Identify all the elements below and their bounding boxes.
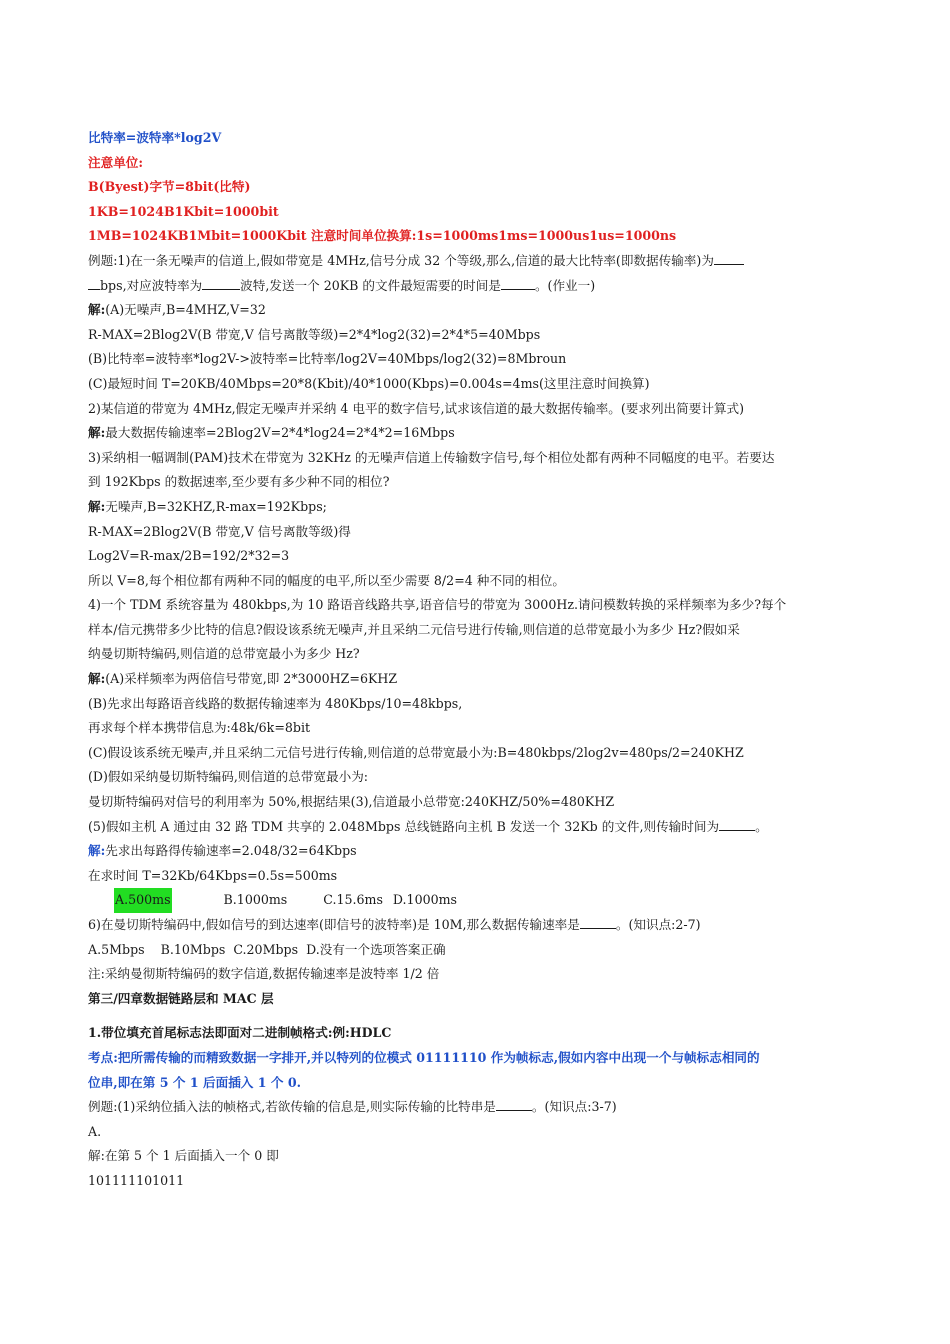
answer4-c: (C)假设该系统无噪声,并且采纳二元信号进行传输,则信道的总带宽最小为:B=480kbps/2log2v=480ps/2=240KHZ <box>88 744 744 760</box>
question6: 6)在曼切斯特编码中,假如信号的到达速率(即信号的波特率)是 10M,那么数据传输速率是 。(知识点:2-7) <box>88 917 701 932</box>
option-d: D.1000ms <box>392 892 458 908</box>
answer3-rmax: R-MAX=2Blog2V(B 带宽,V 信号离散等级)得 <box>88 523 351 539</box>
answer3-log: Log2V=R-max/2B=192/2*32=3 <box>88 548 290 564</box>
option-c: C.20Mbps <box>233 941 299 957</box>
answer3-a: 解:无噪声,B=32KHZ,R-max=192Kbps; <box>88 498 327 514</box>
question4-line2: 样本/信元携带多少比特的信息?假设该系统无噪声,并且采纳二元信号进行传输,则信道的总带宽最小为多少 Hz?假如采 <box>88 621 740 637</box>
option-b: B.10Mbps <box>160 941 226 957</box>
answer4-a: 解:(A)采样频率为两倍信号带宽,即 2*3000HZ=6KHZ <box>88 671 398 687</box>
answer4-d: (D)假如采纳曼切斯特编码,则信道的总带宽最小为: <box>88 769 369 785</box>
answer5-b: 在求时间 T=32Kb/64Kbps=0.5s=500ms <box>88 867 338 883</box>
unit-notice: 注意单位: <box>88 154 144 170</box>
formula-line: 比特率=波特率*log2V <box>88 130 222 145</box>
answer1-rmax: R-MAX=2Blog2V(B 带宽,V 信号离散等级)=2*4*log2(32)=2*4*5=40Mbps <box>88 326 541 342</box>
answer4-b2: 再求每个样本携带信息为:48k/6k=8bit <box>88 720 311 736</box>
answer3-c: 所以 V=8,每个相位都有两种不同的幅度的电平,所以至少需要 8/2=4 种不同的相位。 <box>88 572 565 588</box>
question3-line1: 3)采纳相一幅调制(PAM)技术在带宽为 32KHz 的无噪声信道上传输数字信号,每个相位处都有两种不同幅度的电平。若要达 <box>88 449 775 465</box>
option-c: C.15.6ms <box>323 892 383 908</box>
example1-line1: 例题:1)在一条无噪声的信道上,假如带宽是 4MHz,信号分成 32 个等级,那么,信道的最大比特率(即数据传输率)为 <box>88 249 868 274</box>
key-point-line1: 考点:把所需传输的而精致数据一字排开,并以特列的位模式 01111110 作为帧标志,假如内容中出现一个与帧标志相同的 <box>88 1049 760 1065</box>
answer7: 解:在第 5 个 1 后面插入一个 0 即 <box>88 1148 279 1164</box>
answer1-a: 解:(A)无噪声,B=4MHZ,V=32 <box>88 302 266 318</box>
answer7-value: 101111101011 <box>88 1172 185 1188</box>
document-page <box>88 126 868 1194</box>
question4-line1: 4)一个 TDM 系统容量为 480kbps,为 10 路语音线路共享,语音信号的带宽为 3000Hz.请问模数转换的采样频率为多少?每个 <box>88 597 787 613</box>
example1-line2: bps,对应波特率为 波特,发送一个 20KB 的文件最短需要的时间是 。(作业一) <box>88 274 868 299</box>
answer4-b: (B)先求出每路语音线路的数据传输速率为 480Kbps/10=48kbps, <box>88 695 463 711</box>
note6: 注:采纳曼彻斯特编码的数字信道,数据传输速率是波特率 1/2 倍 <box>88 966 440 982</box>
question3-line2: 到 192Kbps 的数据速率,至少要有多少种不同的相位? <box>88 474 390 490</box>
question5-options <box>88 888 868 913</box>
unit-kb: 1KB=1024B1Kbit=1000bit <box>88 203 279 219</box>
chapter-heading: 第三/四章数据链路层和 MAC 层 <box>88 990 274 1006</box>
unit-byte: B(Byest)字节=8bit(比特) <box>88 179 251 195</box>
example7-option: A. <box>88 1123 102 1139</box>
question6-options <box>88 938 868 963</box>
answer1-b: (B)比特率=波特率*log2V->波特率=比特率/log2V=40Mbps/log2(32)=8Mbroun <box>88 351 567 367</box>
answer1-c: (C)最短时间 T=20KB/40Mbps=20*8(Kbit)/40*1000(Kbps)=0.004s=4ms(这里注意时间换算) <box>88 375 650 391</box>
option-a-highlighted: A.500ms <box>114 888 172 913</box>
unit-mb: 1MB=1024KB1Mbit=1000Kbit 注意时间单位换算:1s=1000ms1ms=1000us1us=1000ns <box>88 228 677 244</box>
section1-heading: 1.带位填充首尾标志法即面对二进制帧格式:例:HDLC <box>88 1025 392 1041</box>
option-a: A.5Mbps <box>88 941 145 957</box>
answer5-a: 解:先求出每路得传输速率=2.048/32=64Kbps <box>88 843 357 859</box>
option-d: D.没有一个选项答案正确 <box>306 941 446 957</box>
key-point-line2: 位串,即在第 5 个 1 后面插入 1 个 0. <box>88 1074 302 1090</box>
question5: (5)假如主机 A 通过由 32 路 TDM 共享的 2.048Mbps 总线链路向主机 B 发送一个 32Kb 的文件,则传输时间为 。 <box>88 818 768 834</box>
question4-line3: 纳曼切斯特编码,则信道的总带宽最小为多少 Hz? <box>88 646 360 662</box>
answer4-d2: 曼切斯特编码对信号的利用率为 50%,根据结果(3),信道最小总带宽:240KHZ/50%=480KHZ <box>88 794 615 810</box>
answer2: 解:最大数据传输速率=2Blog2V=2*4*log24=2*4*2=16Mbps <box>88 425 455 441</box>
option-b: B.1000ms <box>223 892 288 908</box>
question2: 2)某信道的带宽为 4MHz,假定无噪声并采纳 4 电平的数字信号,试求该信道的最大数据传输率。(要求列出简要计算式) <box>88 400 745 416</box>
example7: 例题:(1)采纳位插入法的帧格式,若欲传输的信息是,则实际传输的比特串是 。(知识点:3-7) <box>88 1099 617 1115</box>
